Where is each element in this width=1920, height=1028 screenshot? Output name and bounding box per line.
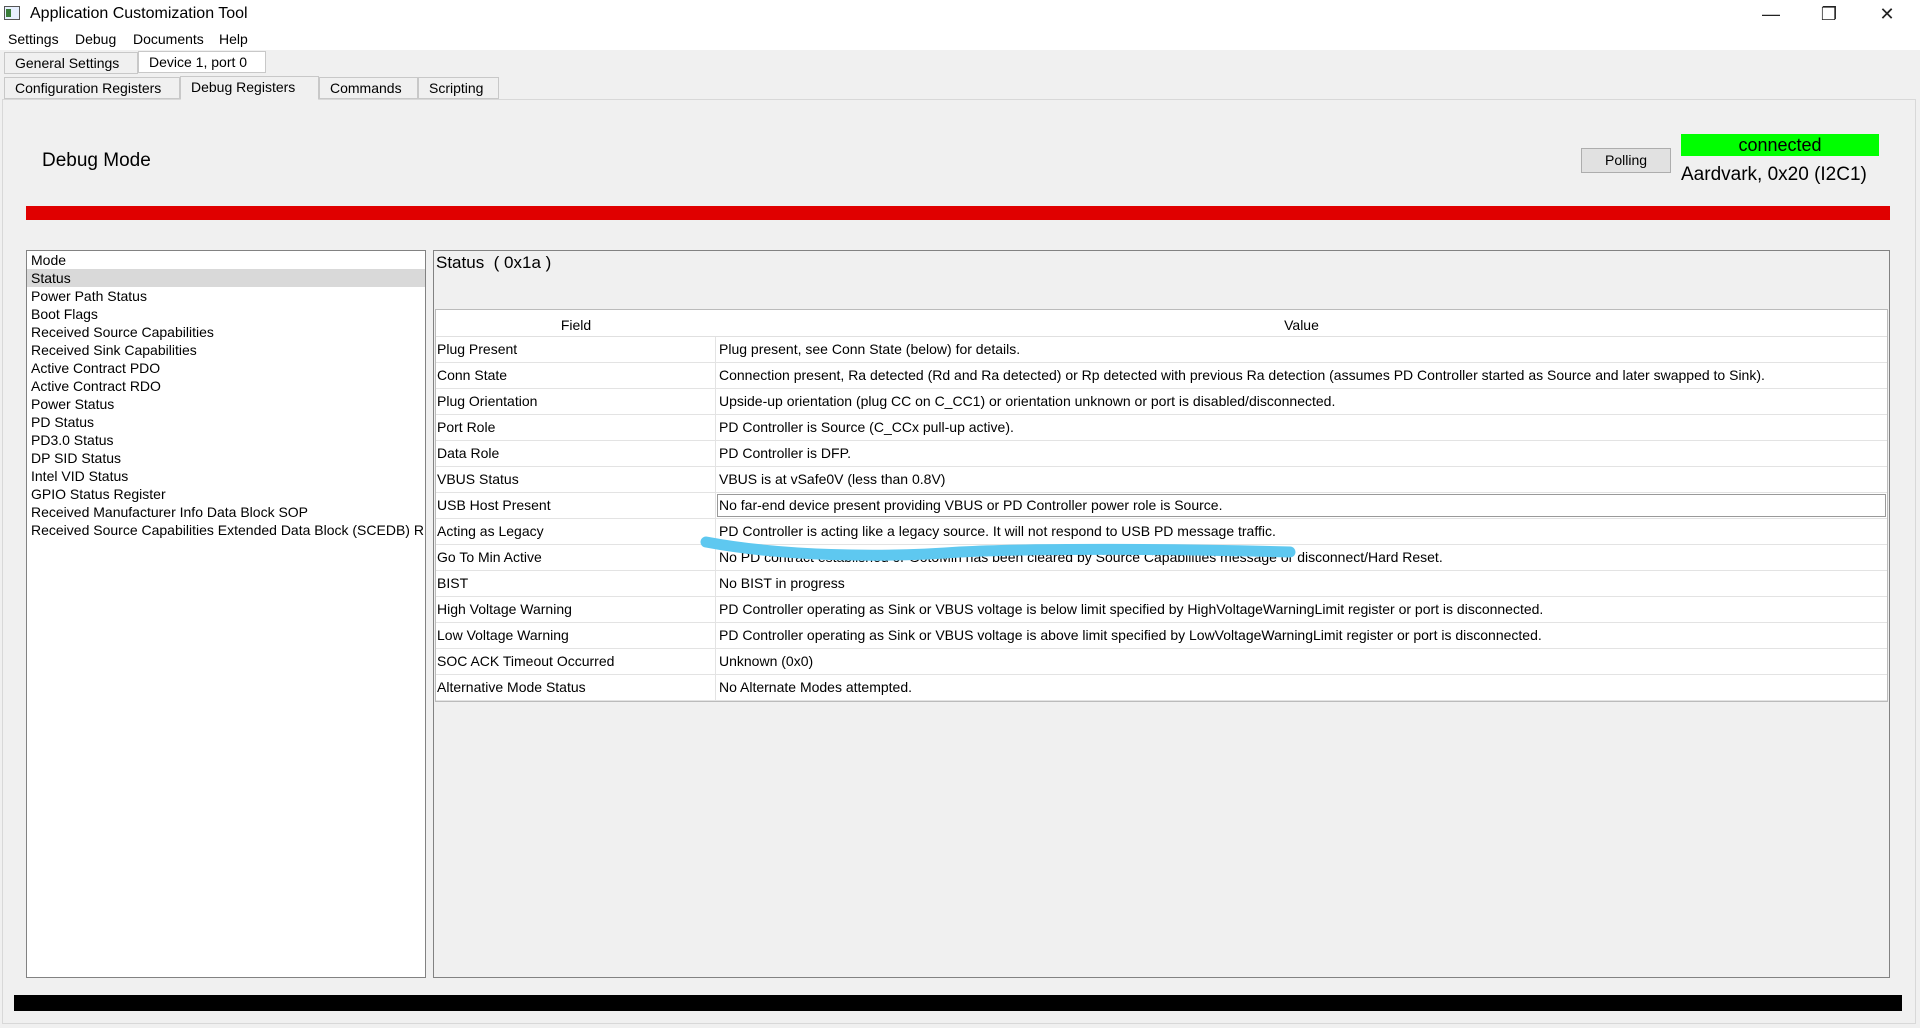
value-cell: PD Controller is acting like a legacy source. It will not respond to USB PD message traffic.: [719, 523, 1276, 539]
field-cell: Go To Min Active: [436, 545, 716, 570]
menu-bar: [0, 28, 1920, 50]
value-column-header[interactable]: Value: [1284, 317, 1319, 333]
tab-commands[interactable]: Commands: [319, 77, 418, 99]
register-title: [436, 253, 551, 273]
tab-scripting[interactable]: Scripting: [418, 77, 499, 99]
field-cell: SOC ACK Timeout Occurred: [436, 649, 716, 674]
tab-device-1-port-0[interactable]: Device 1, port 0: [138, 51, 266, 73]
value-cell: PD Controller is DFP.: [719, 445, 852, 461]
menu-debug[interactable]: Debug: [75, 31, 117, 47]
restore-icon[interactable]: ❐: [1820, 3, 1838, 24]
field-cell: Acting as Legacy: [436, 519, 716, 544]
table-body: [436, 337, 1887, 701]
value-cell: PD Controller operating as Sink or VBUS voltage is below limit specified by HighVoltageWarningLimit register or port is disconnected.: [719, 601, 1544, 617]
tab-debug-registers[interactable]: Debug Registers: [180, 76, 319, 100]
table-row[interactable]: [436, 675, 1887, 701]
table-row[interactable]: [436, 441, 1887, 467]
table-row[interactable]: [436, 623, 1887, 649]
close-icon[interactable]: ✕: [1879, 3, 1895, 24]
page-title: Debug Mode: [42, 150, 151, 171]
value-cell: PD Controller is Source (C_CCx pull-up active).: [719, 419, 1014, 435]
list-item[interactable]: PD Status: [31, 414, 95, 430]
table-row[interactable]: [436, 415, 1887, 441]
field-cell: Alternative Mode Status: [436, 675, 716, 700]
menu-help[interactable]: Help: [219, 31, 248, 47]
list-item[interactable]: Active Contract PDO: [31, 360, 161, 376]
field-cell: Plug Orientation: [436, 389, 716, 414]
table-header: [436, 310, 1887, 337]
list-item[interactable]: Received Sink Capabilities: [31, 342, 197, 358]
field-cell: Plug Present: [436, 337, 716, 362]
field-cell: Port Role: [436, 415, 716, 440]
app-icon: [4, 6, 20, 20]
value-cell: Plug present, see Conn State (below) for details.: [719, 341, 1021, 357]
table-row[interactable]: [436, 337, 1887, 363]
value-cell: Upside-up orientation (plug CC on C_CC1) or orientation unknown or port is disabled/disconnected.: [719, 393, 1336, 409]
list-item[interactable]: Status: [27, 269, 425, 287]
table-row[interactable]: [436, 545, 1887, 571]
list-item[interactable]: Mode: [31, 252, 67, 268]
error-indicator-bar: [26, 206, 1890, 220]
tab-general-settings[interactable]: General Settings: [4, 52, 138, 74]
field-column-header[interactable]: Field: [560, 317, 592, 333]
list-item[interactable]: Active Contract RDO: [31, 378, 161, 394]
list-item[interactable]: PD3.0 Status: [31, 432, 114, 448]
list-item[interactable]: Received Source Capabilities: [31, 324, 214, 340]
window-title: Application Customization Tool: [30, 5, 248, 22]
table-row[interactable]: [436, 467, 1887, 493]
register-fields-table: [435, 309, 1888, 702]
table-row[interactable]: [436, 519, 1887, 545]
field-cell: USB Host Present: [436, 493, 716, 518]
value-cell: PD Controller operating as Sink or VBUS voltage is above limit specified by LowVoltageWarningLimit register or port is disconnected.: [719, 627, 1542, 643]
list-item[interactable]: Intel VID Status: [31, 468, 129, 484]
tab-configuration-registers[interactable]: Configuration Registers: [4, 77, 180, 99]
field-cell: VBUS Status: [436, 467, 716, 492]
connection-info: Aardvark, 0x20 (I2C1): [1681, 164, 1867, 185]
table-row[interactable]: [436, 571, 1887, 597]
value-cell: Unknown (0x0): [719, 653, 814, 669]
list-item[interactable]: Power Status: [31, 396, 115, 412]
title-bar: [0, 0, 1920, 28]
list-item[interactable]: Received Source Capabilities Extended Data Block (SCEDB) R: [31, 522, 424, 538]
field-cell: High Voltage Warning: [436, 597, 716, 622]
table-row[interactable]: [436, 363, 1887, 389]
value-cell: VBUS is at vSafe0V (less than 0.8V): [719, 471, 946, 487]
value-cell: No Alternate Modes attempted.: [719, 679, 912, 695]
menu-settings[interactable]: Settings: [8, 31, 59, 47]
minimize-icon[interactable]: —: [1762, 3, 1780, 24]
register-name: Status: [436, 253, 485, 272]
status-bar: [14, 995, 1902, 1011]
register-detail-panel: [433, 250, 1890, 978]
connection-status-badge: connected: [1681, 134, 1879, 156]
list-item[interactable]: Boot Flags: [31, 306, 98, 322]
value-cell: No far-end device present providing VBUS or PD Controller power role is Source.: [716, 493, 1887, 518]
register-list[interactable]: [26, 250, 426, 978]
table-row[interactable]: [436, 597, 1887, 623]
list-item[interactable]: DP SID Status: [31, 450, 122, 466]
list-item[interactable]: Received Manufacturer Info Data Block SOP: [31, 504, 309, 520]
field-cell: Data Role: [436, 441, 716, 466]
value-cell: No PD contract established or GotoMin has been cleared by Source Capabilities message or disconnect/Hard Reset.: [719, 549, 1443, 565]
field-cell: BIST: [436, 571, 716, 596]
register-address: ( 0x1a ): [493, 253, 552, 272]
table-row[interactable]: [436, 493, 1887, 519]
value-cell: No BIST in progress: [719, 575, 845, 591]
polling-button[interactable]: Polling: [1581, 148, 1671, 173]
menu-documents[interactable]: Documents: [133, 31, 204, 47]
value-cell: Connection present, Ra detected (Rd and Ra detected) or Rp detected with previous Ra detection (assumes PD Controller started as Source and later swapped to Sink).: [719, 367, 1765, 383]
table-row[interactable]: [436, 389, 1887, 415]
field-cell: Low Voltage Warning: [436, 623, 716, 648]
table-row[interactable]: [436, 649, 1887, 675]
list-item[interactable]: GPIO Status Register: [31, 486, 166, 502]
list-item[interactable]: Power Path Status: [31, 288, 147, 304]
device-tabs: [0, 51, 1920, 75]
field-cell: Conn State: [436, 363, 716, 388]
